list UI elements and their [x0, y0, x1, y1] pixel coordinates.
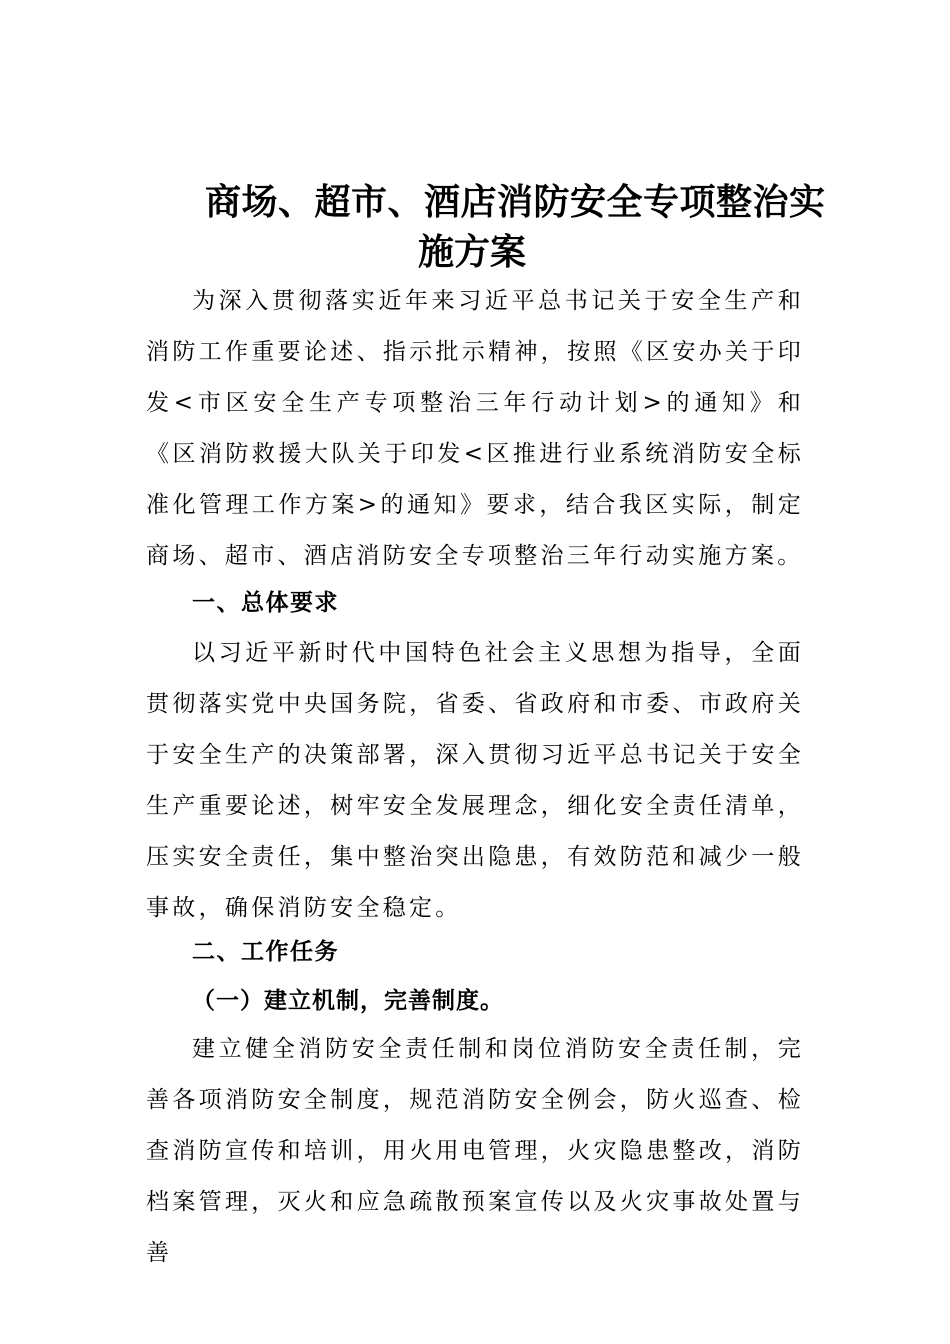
document-title-line-2: 施方案 [418, 231, 527, 273]
intro-paragraph: 为深入贯彻落实近年来习近平总书记关于安全生产和消防工作重要论述、指示批示精神，按照《区安办关于印发<市区安全生产专项整治三年行动计划>的通知》和《区消防救援大队关于印发<区推进行业系统消防安全标准化管理工作方案>的通知》要求，结合我区实际，制定商场、超市、酒店消防安全专项整治三年行动实施方案。 [146, 288, 804, 569]
section-2-heading: 二、工作任务 [192, 938, 339, 965]
document-title-line-1: 商场、超市、酒店消防安全专项整治实 [205, 181, 826, 223]
section-1-paragraph: 以习近平新时代中国特色社会主义思想为指导，全面贯彻落实党中央国务院，省委、省政府和市委、市政府关于安全生产的决策部署，深入贯彻习近平总书记关于安全生产重要论述，树牢安全发展理念，细化安全责任清单，压实安全责任，集中整治突出隐患，有效防范和减少一般事故，确保消防安全稳定。 [146, 640, 804, 921]
section-1-heading: 一、总体要求 [192, 589, 339, 616]
section-2-subheading-1: （一）建立机制，完善制度。 [192, 987, 504, 1014]
section-2-sub-1-paragraph: 建立健全消防安全责任制和岗位消防安全责任制，完善各项消防安全制度，规范消防安全例会，防火巡查、检查消防宣传和培训，用火用电管理，火灾隐患整改，消防档案管理，灭火和应急疏散预案宣传以及火灾事故处置与善 [146, 1036, 804, 1266]
